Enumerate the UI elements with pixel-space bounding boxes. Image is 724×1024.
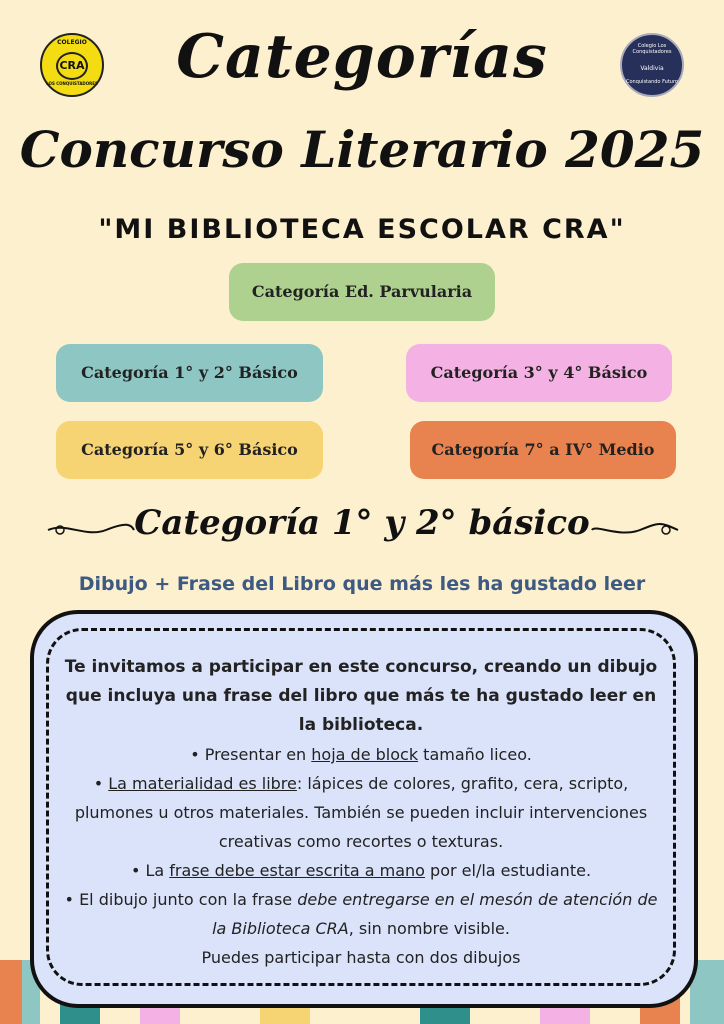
bullet-paper-post: tamaño liceo.: [418, 745, 532, 764]
contest-title: Concurso Literario 2025: [19, 120, 705, 179]
bullet-delivery-pre: • El dibujo junto con la frase: [64, 890, 298, 909]
bullet-delivery-post: , sin nombre visible.: [348, 919, 510, 938]
logo-left-bottom-text: LOS CONQUISTADORES: [46, 81, 98, 86]
section-heading: Categoría 1° y 2° básico: [134, 503, 590, 543]
info-closing: Puedes participar hasta con dos dibujos: [201, 948, 521, 967]
contest-subtitle: "MI BIBLIOTECA ESCOLAR CRA": [98, 214, 626, 245]
category-5-6-basico: Categoría 5° y 6° Básico: [56, 421, 323, 479]
bullet-paper: [60, 740, 662, 769]
bullet-delivery-italic: debe entregarse en el mesón de atención de la Biblioteca CRA: [212, 890, 658, 938]
logo-right-middle-text: Valdivia: [640, 65, 664, 72]
bullet-paper-underlined: hoja de block: [311, 745, 419, 764]
bullet-materials: [60, 769, 662, 856]
page-title: Categorías: [176, 22, 548, 92]
bullet-materials-underlined: La materialidad es libre: [108, 774, 297, 793]
category-1-2-basico: Categoría 1° y 2° Básico: [56, 344, 323, 402]
bullet-delivery: [60, 885, 662, 943]
category-parvularia: Categoría Ed. Parvularia: [229, 263, 495, 321]
logo-right-top-text: Colegio Los Conquistadores: [632, 43, 672, 55]
section-subheading: Dibujo + Frase del Libro que más les ha gustado leer: [78, 573, 646, 595]
logo-left-top-text: COLEGIO: [57, 39, 87, 46]
logo-right-bottom-text: Conquistando Futuro: [626, 79, 678, 85]
bullet-handwritten: [60, 856, 662, 885]
info-text: [60, 653, 662, 972]
swirl-right-icon: [590, 520, 680, 540]
bullet-handwritten-post: por el/la estudiante.: [424, 861, 592, 880]
logo-left-center-text: CRA: [56, 52, 88, 80]
category-7-iv-medio: Categoría 7° a IV° Medio: [410, 421, 676, 479]
bullet-handwritten-underlined: frase debe estar escrita a mano: [169, 861, 425, 880]
info-intro: Te invitamos a participar en este concurso, creando un dibujo que incluya una frase del libro que más te ha gustado leer en la biblioteca.: [64, 657, 658, 735]
bullet-materials-pre: •: [93, 774, 109, 793]
bullet-handwritten-pre: • La: [130, 861, 170, 880]
category-3-4-basico: Categoría 3° y 4° Básico: [406, 344, 672, 402]
bullet-paper-pre: • Presentar en: [190, 745, 312, 764]
bullet-materials-post: : lápices de colores, grafito, cera, scripto, plumones u otros materiales. También se pueden incluir intervenciones creativas como recortes o texturas.: [74, 774, 648, 851]
